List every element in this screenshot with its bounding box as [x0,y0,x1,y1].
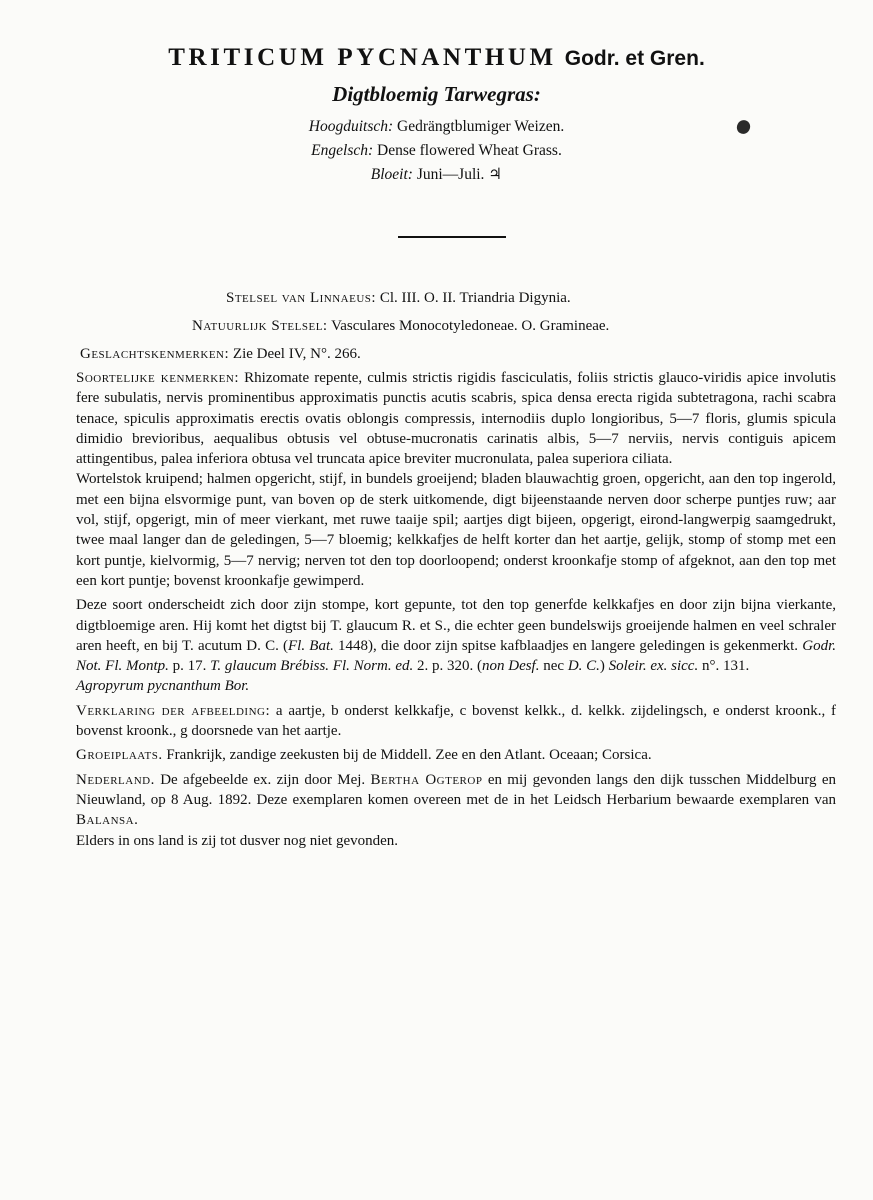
species-characters [76,368,836,469]
comparison-text: Deze soort onderscheidt zich door zijn stompe, kort gepunte, tot den top generfde kelkkafjes en door zijn bijna vierkante, digtbloemige aren. Hij komt het digtst bij T. glaucum R. et S., die echter geen bundelswijs groeijende halmen en veel schraler aren heeft, en bij T. acutum D. C. ( [76,597,836,654]
name-label: Bloeit: [370,166,413,183]
period: . [134,812,138,829]
comparison-text: ) [599,658,609,675]
reference: T. glaucum Brébiss. Fl. Norm. ed. [210,658,414,675]
distribution-text: Frankrijk, zandige zeekusten bij de Middell. Zee en den Atlant. Oceaan; Corsica. [166,747,652,764]
name-value: Gedrängtblumiger Weizen. [397,118,565,135]
reference: Godr. Not. Fl. Montp. [76,637,836,675]
section-label: Verklaring der afbeelding: [76,702,271,719]
genus-characters [80,346,361,363]
latin-diagnosis: Rhizomate repente, culmis strictis rigidis fasciculatis, foliis strictis glauco-viridis apice involutis fere subulatis, nervis prominentibus approximatis punctis acutis scabris, spica densa erecta rigida subtetragona, rachi scabra tenace, spiculis approximatis erectis ovatis oblongis compressis, internodiis duplo longioribus, 5—7 floris, glumis spicula dimidio brevioribus, aequalibus obtusis vel obtuse-mucronatis carinatis albis, 5—7 nerviis, nervis contiguis apicem attingentibus, palea inferiora obtusa vel truncata apice breviter mucronulata, palea superiora ciliata. [76,370,837,468]
comparison-text: nec [539,658,568,675]
comparison-text: 2. p. 320. ( [413,658,482,675]
section-value: Vasculares Monocotyledoneae. O. Gramineae. [331,318,610,334]
section-label: Nederland. [76,771,155,788]
comparison-paragraph [76,595,836,696]
name-value: Juni—Juli. ♃ [416,166,503,183]
divider-rule [398,236,506,238]
comparison-text: p. 17. [168,658,211,675]
reference: Fl. Bat. [288,637,334,654]
section-label: Geslachtskenmerken: [80,346,230,362]
name-value: Dense flowered Wheat Grass. [377,142,562,159]
reference: non Desf. [481,658,540,675]
name-label: Hoogduitsch: [308,118,394,135]
dutch-description: Wortelstok kruipend; halmen opgericht, stijf, in bundels groeijend; bladen blauwachtig groen, opgericht, aan den top ingerold, met een bijna elsvormige punt, van boven op de sterk uitkomende, digt bijeenstaande nerven door scherpe puntjes ruw; aar vol, stijf, opgerigt, min of meer vierkant, met ruwe taaije spil; aartjes digt bijeen, opgerigt, eirond-langwerpig saamgedrukt, twee maal langer dan de geledingen, 5—7 bloemig; kelkkafjes de helft korter dan het aartje, gelijk, stomp of stomp met een kort puntje, kielvormig, 5—7 nervig; nerven tot den top doorloopend; onderst kroonkafje stomp of afgeknot, aan den top met een kort puntje; bovenst kroonkafje gewimperd. [76,471,836,589]
comparison-text: n°. 131. [698,658,750,675]
person-name: Bertha Ogterop [370,771,483,788]
dutch-name: Digtbloemig Tarwegras: [332,82,541,106]
netherlands-text: en mij gevonden langs den dijk tusschen Middelburg en Nieuwland, op 8 Aug. 1892. Deze exemplaren komen overeen met de in het Leidsch Herbarium bewaarde exemplaren van [76,771,837,808]
section-label: Stelsel van Linnaeus: [226,290,377,306]
synonym: Agropyrum pycnanthum Bor. [76,678,250,695]
section-value: Cl. III. O. II. Triandria Digynia. [379,290,571,306]
elsewhere-note: Elders in ons land is zij tot dusver nog niet gevonden. [76,832,399,849]
comparison-text: 1448), die door zijn spitse kafblaadjes en langere geledingen is gekenmerkt. [333,637,803,654]
name-english [0,139,873,163]
section-label: Groeiplaats. [76,747,163,764]
title-line [0,44,873,72]
figure-explanation-text: a aartje, b onderst kelkkafje, c bovenst kelkk., d. kelkk. zijdelingsch, e onderst kroonk., f bovenst kroonk., g doorsnede van het aartje. [76,702,837,740]
distribution [76,745,836,765]
reference: D. C. [567,658,600,675]
name-label: Engelsch: [311,142,374,159]
linnaeus-system [226,290,571,307]
section-value: Zie Deel IV, N°. 266. [232,346,361,362]
body-text [76,368,836,851]
figure-explanation [76,701,836,742]
section-label: Natuurlijk Stelsel: [192,318,328,334]
author-citation: Godr. et Gren. [564,47,705,70]
netherlands-text: De afgebeelde ex. zijn door Mej. [160,771,366,788]
collector-name: Balansa [76,812,135,829]
natural-system [192,318,609,335]
section-label: Soortelijke kenmerken: [76,370,240,386]
flowering-time [0,163,873,187]
latin-name: TRITICUM PYCNANTHUM [168,44,557,71]
reference: Soleir. ex. sicc. [608,658,699,675]
netherlands-record [76,770,836,831]
